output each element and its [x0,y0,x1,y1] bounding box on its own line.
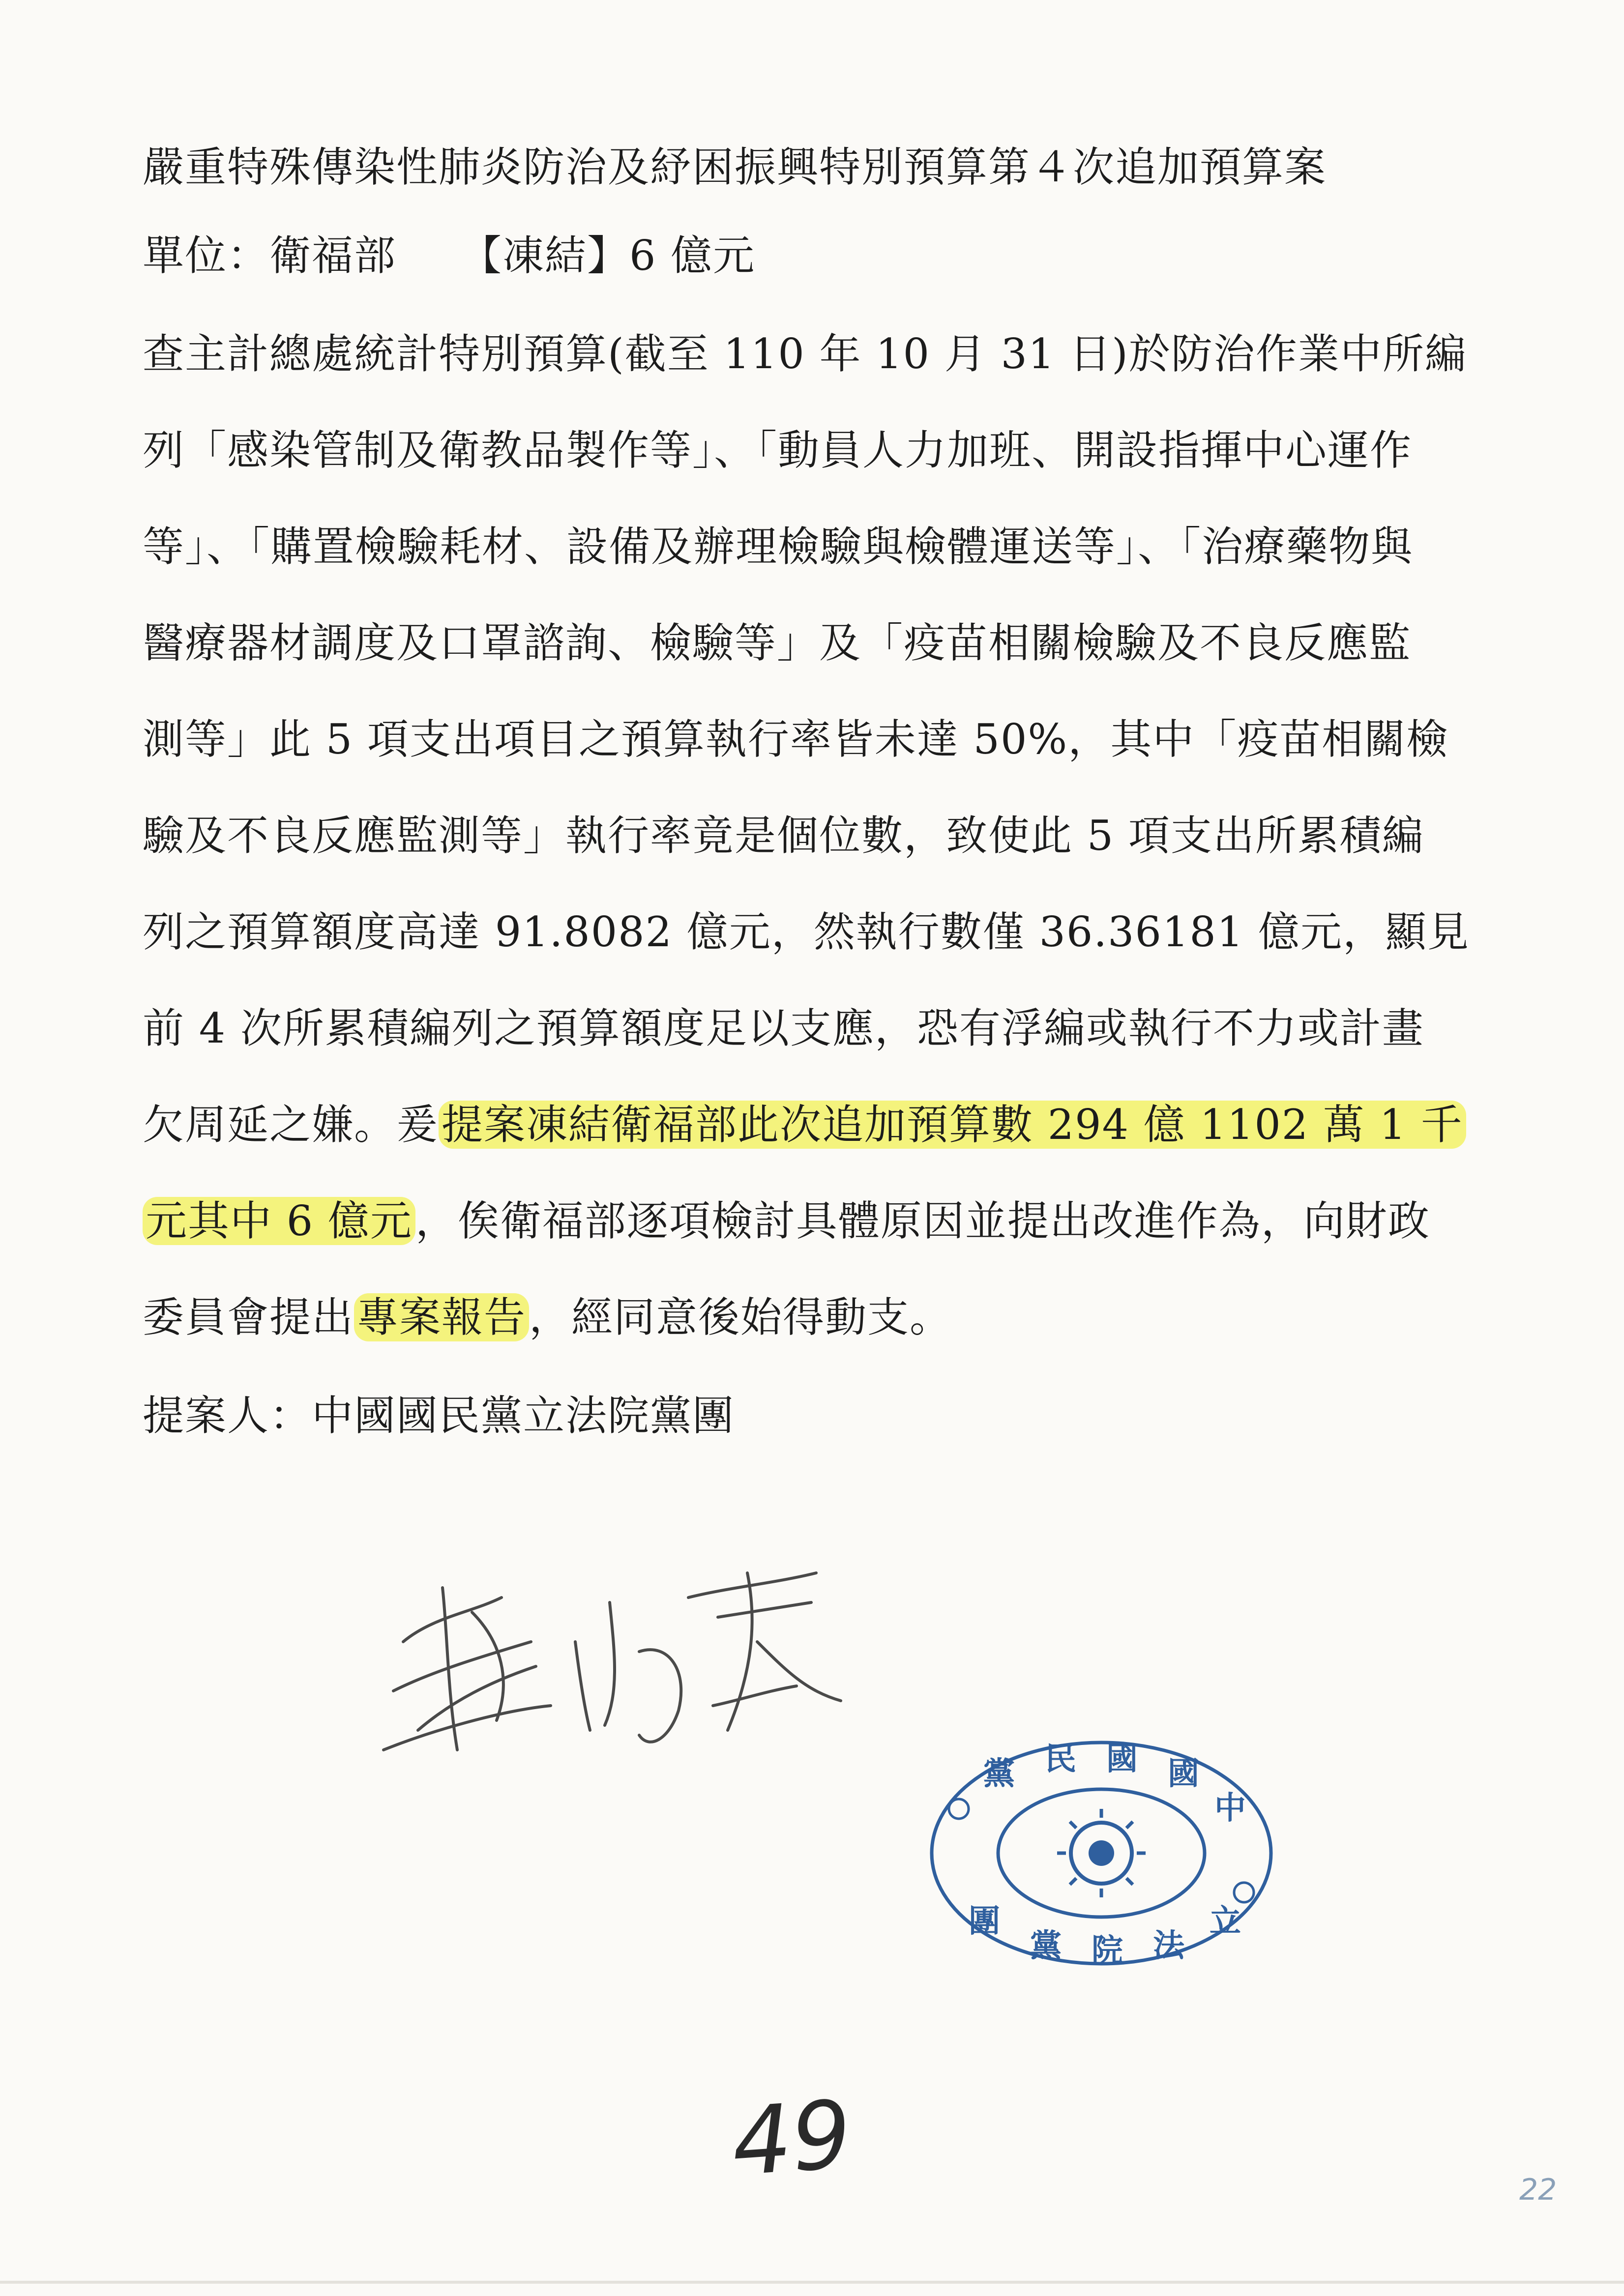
document-title: 嚴重特殊傳染性肺炎防治及紓困振興特別預算第４次追加預算案 [143,143,1327,191]
body-line-11-post: ，經同意後始得動支。 [529,1293,952,1341]
body-line-1: 查主計總處統計特別預算(截至 110 年 10 月 31 日)於防治作業中所編 [143,330,1467,378]
svg-text:國: 國 [1106,1741,1138,1777]
svg-text:團: 團 [969,1903,1000,1940]
body-line-10 [143,1196,1430,1246]
proposer-line: 提案人：中國國民黨立法院黨團 [143,1392,735,1440]
highlighted-proposal-text: 提案凍結衛福部此次追加預算數 294 億 1102 萬 1 千 [439,1101,1466,1149]
body-line-6: 驗及不良反應監測等」執行率竟是個位數，致使此 5 項支出所累積編 [143,812,1424,860]
highlighted-report-text: 專案報告 [354,1293,529,1341]
body-line-7: 列之預算額度高達 91.8082 億元，然執行數僅 36.36181 億元，顯見 [143,908,1470,956]
svg-text:中: 中 [1214,1790,1246,1827]
svg-text:法: 法 [1153,1927,1184,1964]
body-line-10-text: ，俟衛福部逐項檢討具體原因並提出改進作為，向財政 [415,1197,1430,1245]
party-seal-stamp [924,1735,1278,1971]
body-line-9-text: 欠周延之嫌。爰 [143,1101,439,1149]
body-line-5: 測等」此 5 項支出項目之預算執行率皆未達 50%，其中「疫苗相關檢 [143,715,1449,763]
body-line-4: 醫療器材調度及口罩諮詢、檢驗等」及「疫苗相關檢驗及不良反應監 [143,619,1412,667]
svg-text:立: 立 [1210,1903,1241,1940]
highlighted-amount-text: 元其中 6 億元 [143,1197,415,1245]
svg-text:民: 民 [1045,1741,1076,1777]
body-line-2: 列「感染管制及衛教品製作等」、「動員人力加班、開設指揮中心運作 [143,426,1413,474]
body-line-3: 等」、「購置檢驗耗材、設備及辦理檢驗與檢體運送等」、「治療藥物與 [143,523,1414,571]
unit-line: 單位：衛福部 【凍結】6 億元 [143,232,756,280]
body-line-8: 前 4 次所累積編列之預算額度足以支應，恐有浮編或執行不力或計畫 [143,1004,1424,1052]
svg-text:黨: 黨 [983,1755,1015,1792]
body-line-11-pre: 委員會提出 [143,1293,354,1341]
body-line-11 [143,1293,952,1342]
page-number: 49 [728,2080,855,2197]
svg-text:國: 國 [1168,1755,1199,1792]
svg-text:黨: 黨 [1030,1927,1062,1964]
signature-image [374,1543,865,1779]
corner-mark: 22 [1519,2173,1557,2207]
body-line-9 [143,1100,1466,1149]
svg-text:院: 院 [1092,1932,1123,1969]
bottom-edge [0,2281,1624,2284]
